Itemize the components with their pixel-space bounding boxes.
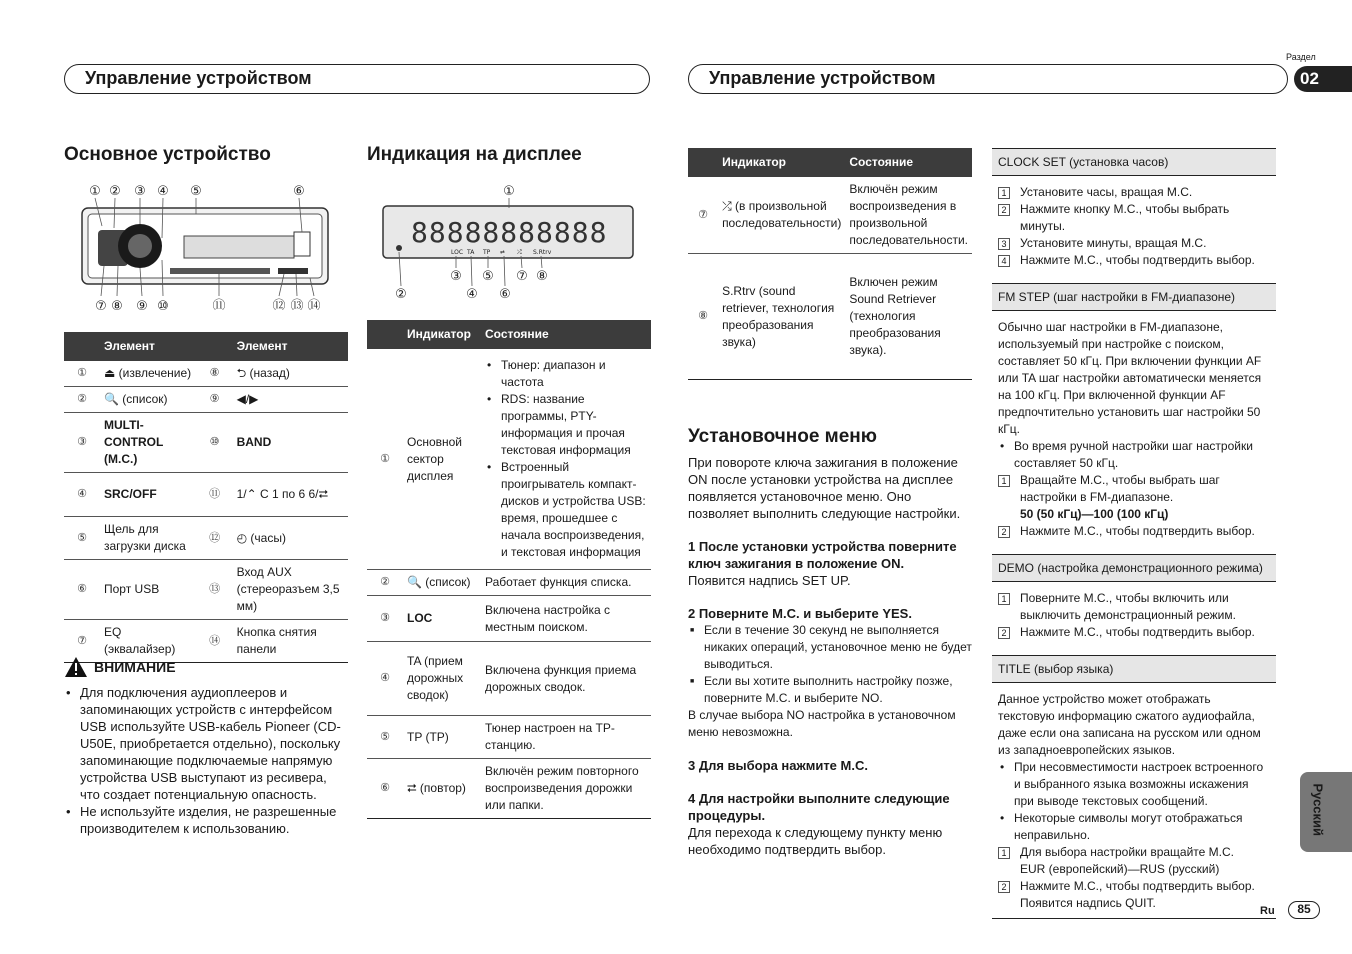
table-row: ⑤ TP (TP) Тюнер настроен на TP-станцию. (367, 716, 651, 759)
table-row: ② 🔍 (список) ⑨ ◀/▶ (64, 387, 348, 413)
step-2-text: В случае выбора NO настройка в установочном меню невозможна. (688, 708, 956, 739)
right-header-title: Управление устройством (688, 64, 1288, 94)
callout-5: ⑤ (190, 184, 202, 199)
table-row: ⑥ ⮂ (повтор) Включён режим повторного воспроизведения дорожки или папки. (367, 759, 651, 819)
language-side-tab (1300, 772, 1352, 852)
lcd-callout-1: ① (503, 184, 515, 199)
device-illustration (64, 180, 348, 310)
step-2-note: ■ Если в течение 30 секунд не выполняется никаких операций, установочное меню не будет выводиться. (688, 622, 972, 673)
settings-column: CLOCK SET (установка часов) 1 Установите часы, вращая M.C. 2 Нажмите кнопку M.C., чтобы выбрать минуты. 3 Установите минуты, вращая M.C. 4 Нажмите M.C., чтобы подтвердить выбор. FM STEP (шаг настройки в FM-диапазоне) Обычно шаг настройки в FM-диапазоне, используемый при настройке с поиском, составляет 50 кГц. При включении функции AF или TA шаг настройки автоматически меняется на 100 кГц. При включенной функции AF предпочтительно установить шаг настройки 50 кГц. • Во время ручной настройки шаг настройки составляет 50 кГц. 1 Вращайте M.C., чтобы выбрать шаг настройки в FM-диапазоне. 50 (50 кГц)—100 (100 кГц) 2 Нажмите M.C., чтобы подтвердить выбор. DEMO (настройка демонстрационного режима) 1 Поверните M.C., чтобы включить или выключить демонстрационный режим. 2 Нажмите M.C., чтобы подтвердить выбор. TITLE (выбор языка) Данное устройство может отображать текстовую информацию сжатого аудиофайла, даже если она записана на русском или одном из западноевропейских языков. • При несовместимости настроек встроенного и выбранного языка возможны искажения при выводе текстовых сообщений. • Некоторые символы могут отображаться неправильно. 1 Для выбора настройки вращайте M.C. EUR (европейский)—RUS (русский) 2 Нажмите M.C., чтобы подтвердить выбор. Появится надпись QUIT. (992, 140, 1276, 919)
title-heading: TITLE (выбор языка) (992, 655, 1276, 683)
col2-title: Индикация на дисплее (367, 144, 582, 165)
col-head-state: Состояние (845, 148, 972, 177)
indicators-table-right (688, 148, 972, 380)
table-row: ④ TA (прием дорожных сводок) Включена функция приема дорожных сводок. (367, 642, 651, 716)
col-head-indicator: Индикатор (718, 148, 845, 177)
language-side-label: Русский (1310, 783, 1326, 837)
table-row: ⑧ S.Rtrv (sound retriever, технология преобразования звука) Включен режим Sound Retriever (технология преобразования звука). (688, 254, 972, 380)
callout-14: ⑭ (307, 299, 321, 310)
lcd-icon-loc: LOC (451, 249, 464, 256)
callout-10: ⑩ (157, 299, 169, 310)
lcd-icon-repeat: ⮂ (500, 249, 505, 256)
lcd-icon-tp: TP (483, 249, 491, 256)
warning-title: ВНИМАНИЕ (94, 659, 176, 675)
page-number: 85 (1288, 901, 1320, 919)
lcd-callout-5: ⑤ (482, 269, 494, 284)
col-head-indicator: Индикатор (403, 320, 481, 349)
step-1-heading: 1 После установки устройства поверните ключ зажигания в положение ON. (688, 539, 957, 571)
warning-icon (64, 656, 88, 678)
section-label: Раздел (1286, 52, 1316, 62)
col-head-element-2: Элемент (233, 332, 348, 361)
callout-11: ⑪ (212, 299, 226, 310)
setup-menu-title: Установочное меню (688, 426, 877, 447)
table-row: ① ⏏ (извлечение) ⑧ ⮌ (назад) (64, 361, 348, 387)
step-2-note: ■ Если вы хотите выполнить настройку позже, поверните M.C. и выберите NO. (688, 673, 972, 707)
elements-table (64, 332, 348, 663)
step-4-text: Для перехода к следующему пункту меню необходимо подтвердить выбор. (688, 825, 943, 857)
display-illustration (367, 180, 651, 304)
table-row: ⑤ Щель для загрузки диска ⑫ ◴ (часы) (64, 517, 348, 560)
lcd-icon-srtrv: S.Rtrv (533, 249, 552, 256)
col-head-element-1: Элемент (100, 332, 197, 361)
col1-title: Основное устройство (64, 144, 271, 165)
table-row: ④ SRC/OFF ⑪ 1/⌃ С 1 по 6 6/⮂ (64, 473, 348, 517)
table-row: ⑦ EQ (эквалайзер) ⑭ Кнопка снятия панели (64, 620, 348, 663)
lcd-icon-random: ⤮ (517, 249, 522, 256)
callout-2: ② (109, 184, 121, 199)
lcd-callout-4: ④ (466, 287, 478, 302)
lcd-callout-3: ③ (450, 269, 462, 284)
lcd-icon-ta: TA (467, 249, 475, 256)
fm-step-heading: FM STEP (шаг настройки в FM-диапазоне) (992, 283, 1276, 311)
table-row: ③ MULTI-CONTROL (M.C.) ⑩ BAND (64, 413, 348, 473)
table-row: ⑦ ⤮ (в произвольной последовательности) Включён режим воспроизведения в произвольной последовательности. (688, 177, 972, 254)
indicators-table-left (367, 320, 651, 819)
step-3-heading: 3 Для выбора нажмите M.C. (688, 758, 868, 773)
warning-item: • Не используйте изделия, не разрешенные производителем к использованию. (64, 803, 348, 837)
callout-3: ③ (134, 184, 146, 199)
callout-7: ⑦ (95, 299, 107, 310)
setup-menu-body (688, 454, 972, 858)
lcd-callout-6: ⑥ (499, 287, 511, 302)
col-head-state: Состояние (481, 320, 651, 349)
callout-1: ① (89, 184, 101, 199)
lcd-callout-2: ② (395, 287, 407, 302)
left-header-title: Управление устройством (64, 64, 650, 94)
callout-13: ⑬ (290, 299, 304, 310)
callout-12: ⑫ (272, 299, 286, 310)
callout-9: ⑨ (136, 299, 148, 310)
lcd-callout-8: ⑧ (536, 269, 548, 284)
footer-lang: Ru (1260, 905, 1275, 917)
section-number: 02 (1294, 66, 1352, 92)
setup-intro: При повороте ключа зажигания в положение ON после установки устройства на дисплее появляется установочное меню. Оно позволяет выполнить следующие настройки. (688, 455, 961, 521)
table-row: ⑥ Порт USB ⑬ Вход AUX (стереоразъем 3,5 мм) (64, 560, 348, 620)
step-4-heading: 4 Для настройки выполните следующие процедуры. (688, 791, 950, 823)
table-row: ③ LOC Включена настройка с местным поиском. (367, 596, 651, 642)
lcd-callout-7: ⑦ (516, 269, 528, 284)
callout-8: ⑧ (111, 299, 123, 310)
table-row: ② 🔍 (список) Работает функция списка. (367, 570, 651, 596)
table-row: ① Основной сектор дисплея • Тюнер: диапазон и частота • RDS: название программы, PTY-информация и прочая текстовая информация • Встроенный проигрыватель компакт-дисков и устройства USB: время, прошедшее с начала воспроизведения, и текстовая информация (367, 349, 651, 570)
demo-heading: DEMO (настройка демонстрационного режима) (992, 554, 1276, 582)
clock-set-heading: CLOCK SET (установка часов) (992, 148, 1276, 176)
callout-6: ⑥ (293, 184, 305, 199)
warning-item: • Для подключения аудиоплееров и запоминающих устройств с интерфейсом USB используйте USB-кабель Pioneer (CD-U50E, приобретается отдельно), поскольку запоминающие подключаемые напрямую устройства USB выступают из ресивера, что создает потенциальную опасность. (64, 684, 348, 803)
step-1-text: Появится надпись SET UP. (688, 573, 851, 588)
warning-block (64, 656, 348, 837)
step-2-heading: 2 Поверните M.C. и выберите YES. (688, 606, 912, 621)
callout-4: ④ (157, 184, 169, 199)
lcd-segments: 88888888888 (411, 216, 608, 249)
